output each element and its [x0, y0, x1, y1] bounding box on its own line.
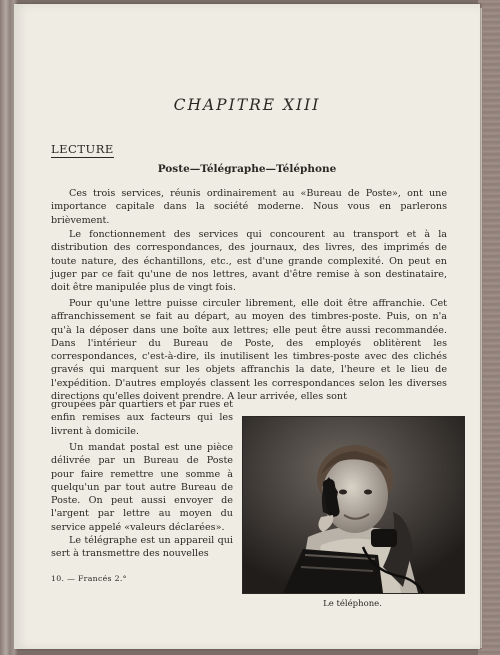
paragraph-3-continued	[51, 398, 233, 438]
paragraph-text: Le télégraphe est un appareil qui sert à transmettre des nouvelles	[51, 535, 233, 560]
article-title: Poste—Télégraphe—Téléphone	[157, 163, 337, 175]
paragraph-text: Pour qu'une lettre puisse circuler librement, elle doit être affranchie. Cet affranchissement se fait au départ, au moyen des timbres-poste. Puis, on n'a qu'à la déposer dans une boîte aux lettres; elle peut être aussi recommandée. Dans l'intérieur du Bureau de Poste, des employés oblitèrent les correspondances, c'est-à-dire, ils inutilisent les timbres-poste avec des clichés gravés qui marquent sur les objets affranchis la date, l'heure et le lieu de l'expédition. D'autres employés classent les correspondances selon les diverses directions qu'elles doivent prendre. A leur arrivée, elles sont	[51, 298, 447, 403]
paragraph-text: groupées par quartiers et par rues et enfin remises aux facteurs qui les livrent à domicile.	[51, 399, 233, 437]
telephone-photo	[242, 416, 465, 594]
section-label: LECTURE	[51, 142, 114, 156]
paragraph-3	[51, 297, 447, 403]
paragraph-text: Le fonctionnement des services qui concourent au transport et à la distribution des correspondances, des journaux, des livres, des imprimés de toute nature, des échantillons, etc., est d'une grande complexité. On peut en juger par ce fait qu'une de nos lettres, avant d'être remise à son destinataire, doit être manipulée plus de vingt fois.	[51, 229, 447, 294]
page-footer: 10. — Francés 2.°	[51, 574, 127, 583]
photo-caption: Le téléphone.	[323, 599, 382, 609]
chapter-title: CHAPITRE XIII	[173, 96, 321, 114]
boy-on-phone-illustration	[243, 417, 464, 593]
paragraph-5	[51, 534, 233, 561]
paragraph-4	[51, 441, 233, 534]
book-page	[14, 4, 480, 649]
paragraph-2	[51, 228, 447, 294]
paragraph-1	[51, 187, 447, 227]
paragraph-text: Un mandat postal est une pièce délivrée par un Bureau de Poste pour faire remettre une somme à quelqu'un par tout autre Bureau de Poste. On peut aussi envoyer de l'argent par lettre au moyen du service appelé «valeurs déclarées».	[51, 442, 233, 533]
paragraph-text: Ces trois services, réunis ordinairement au «Bureau de Poste», ont une importance capitale dans la société moderne. Nous vous en parlerons brièvement.	[51, 188, 447, 226]
